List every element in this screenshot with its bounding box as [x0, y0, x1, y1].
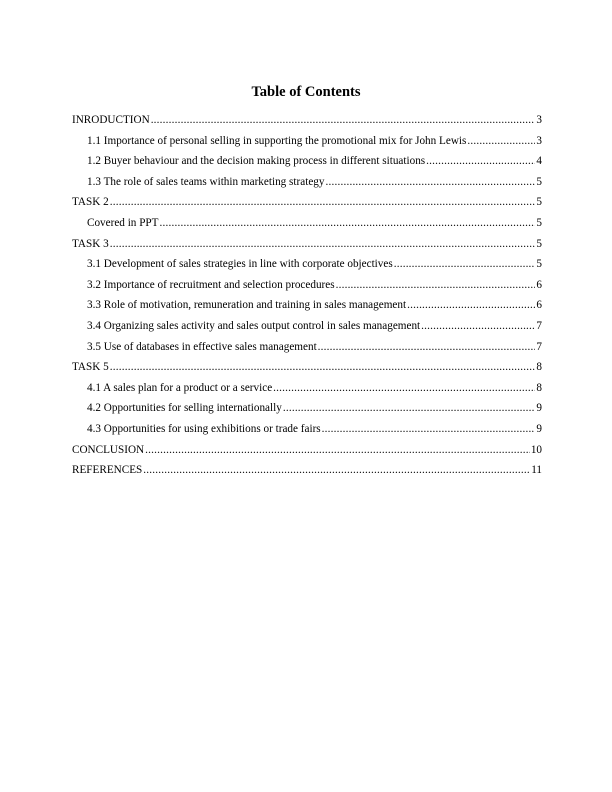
toc-dot-leader — [273, 380, 535, 396]
toc-entry-text: 3.3 Role of motivation, remuneration and training in sales management — [87, 299, 407, 312]
toc-dot-leader — [283, 400, 536, 416]
toc-entry[interactable] — [72, 462, 542, 483]
toc-entry[interactable] — [72, 236, 542, 257]
toc-entry[interactable] — [72, 297, 542, 318]
toc-entry-page-number: 7 — [536, 319, 542, 332]
toc-list — [72, 112, 542, 483]
toc-dot-leader — [336, 277, 536, 293]
toc-entry-page-number: 9 — [536, 422, 542, 435]
toc-title: Table of Contents — [251, 84, 361, 100]
toc-entry[interactable] — [72, 194, 542, 215]
toc-entry-text: 3.4 Organizing sales activity and sales output control in sales management — [87, 319, 421, 332]
toc-entry[interactable] — [72, 256, 542, 277]
toc-dot-leader — [110, 236, 536, 252]
toc-dot-leader — [421, 318, 535, 334]
toc-entry-text: Covered in PPT — [87, 216, 159, 229]
toc-entry-page-number: 3 — [536, 114, 542, 126]
toc-entry-page-number: 8 — [536, 381, 542, 394]
toc-entry-page-number: 7 — [536, 340, 542, 353]
toc-entry-page-number: 5 — [536, 196, 542, 209]
toc-entry-page-number: 6 — [536, 278, 542, 291]
toc-dot-leader — [145, 442, 530, 458]
toc-dot-leader — [467, 133, 535, 149]
toc-entry-page-number: 5 — [536, 216, 542, 229]
toc-entry-text: 1.1 Importance of personal selling in supporting the promotional mix for John Lewis — [87, 134, 467, 147]
toc-entry[interactable] — [72, 339, 542, 360]
toc-entry-text: 1.2 Buyer behaviour and the decision making process in different situations — [87, 155, 426, 168]
toc-entry[interactable] — [72, 153, 542, 174]
toc-entry-text: REFERENCES — [72, 464, 143, 477]
toc-dot-leader — [426, 153, 535, 169]
toc-entry[interactable] — [72, 277, 542, 298]
toc-entry-page-number: 8 — [536, 361, 542, 374]
toc-entry-text: TASK 2 — [72, 196, 109, 209]
toc-entry-text: 1.3 The role of sales teams within marketing strategy — [87, 175, 325, 188]
toc-entry-text: 4.1 A sales plan for a product or a service — [87, 381, 273, 394]
toc-entry-page-number: 9 — [536, 402, 542, 415]
toc-entry-page-number: 5 — [536, 237, 542, 250]
toc-dot-leader — [110, 194, 536, 210]
toc-entry[interactable] — [72, 421, 542, 442]
toc-dot-leader — [143, 462, 530, 478]
toc-entry-text: 3.5 Use of databases in effective sales management — [87, 340, 317, 353]
toc-entry-text: 4.2 Opportunities for selling internationally — [87, 402, 282, 415]
toc-dot-leader — [407, 297, 535, 313]
toc-entry[interactable] — [72, 174, 542, 195]
toc-entry[interactable] — [72, 133, 542, 154]
toc-dot-leader — [110, 359, 536, 375]
toc-dot-leader — [325, 174, 535, 190]
toc-entry[interactable] — [72, 215, 542, 236]
toc-dot-leader — [394, 256, 536, 272]
toc-entry-page-number: 3 — [536, 134, 542, 147]
toc-entry-text: 4.3 Opportunities for using exhibitions or trade fairs — [87, 422, 321, 435]
toc-entry[interactable] — [72, 359, 542, 380]
toc-dot-leader — [151, 112, 536, 128]
toc-entry-page-number: 4 — [536, 155, 542, 168]
toc-dot-leader — [322, 421, 536, 437]
toc-entry[interactable] — [72, 442, 542, 463]
toc-entry[interactable] — [72, 112, 542, 133]
toc-entry-text: CONCLUSION — [72, 443, 145, 456]
toc-entry-page-number: 5 — [536, 258, 542, 271]
toc-entry-page-number: 6 — [536, 299, 542, 312]
toc-entry[interactable] — [72, 318, 542, 339]
toc-entry-text: TASK 5 — [72, 361, 109, 374]
toc-dot-leader — [159, 215, 535, 231]
toc-entry[interactable] — [72, 380, 542, 401]
toc-entry-page-number: 11 — [531, 464, 542, 477]
toc-entry-text: 3.1 Development of sales strategies in line with corporate objectives — [87, 258, 393, 271]
toc-entry-page-number: 10 — [530, 443, 542, 456]
toc-entry[interactable] — [72, 400, 542, 421]
toc-entry-text: INRODUCTION — [72, 114, 150, 126]
toc-entry-page-number: 5 — [536, 175, 542, 188]
toc-entry-text: 3.2 Importance of recruitment and selection procedures — [87, 278, 335, 291]
toc-entry-text: TASK 3 — [72, 237, 109, 250]
toc-dot-leader — [318, 339, 536, 355]
